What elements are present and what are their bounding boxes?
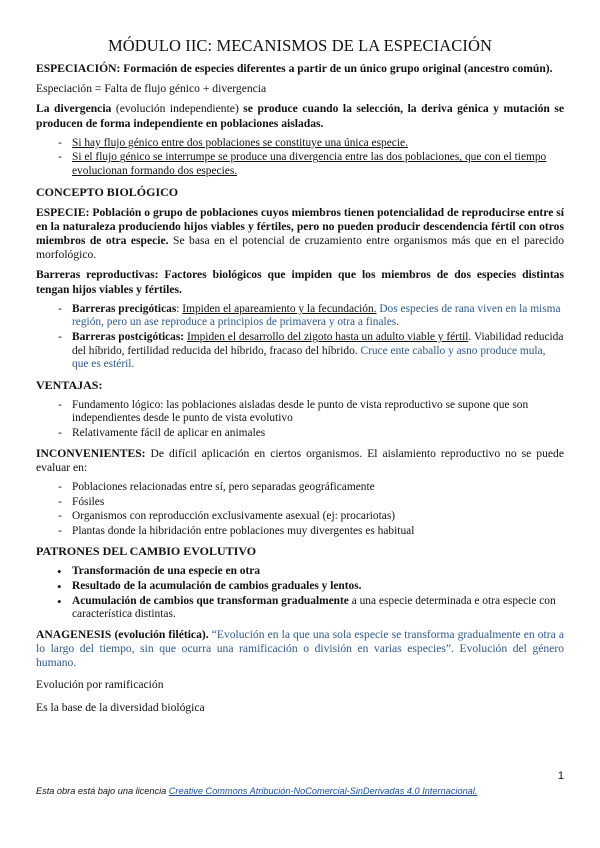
barreras-definition xyxy=(36,268,564,296)
anagenesis-term: ANAGENESIS (evolución filética). xyxy=(36,627,209,641)
barreras-definition-bold: Barreras reproductivas: Factores biológicos que impiden que los miembros de dos especies distintas tengan hijos viables y fértiles. xyxy=(36,268,564,296)
section-heading-concepto: CONCEPTO BIOLÓGICO xyxy=(36,184,179,199)
especie-definition xyxy=(36,206,564,263)
patron-detail: a una especie determinada e otra especie con característica distintas. xyxy=(72,594,556,621)
especiacion-definition-text: Formación de especies diferentes a partir de un único grupo original (ancestro común). xyxy=(120,62,553,75)
especie-definition-bold: ESPECIE: Población o grupo de poblaciones cuyos miembros tienen potencialidad de reproducirse entre sí en la naturaleza produciendo hijos viables y fértiles, pero no pueden producir descendencia fértil con otros miembros de otra especie. xyxy=(36,205,564,247)
license-prefix: Esta obra está bajo una licencia xyxy=(36,786,169,796)
especie-definition-note: Se basa en el potencial de cruzamiento entre organismos más que en el parecido morfológico. xyxy=(36,234,564,262)
page-title: MÓDULO IIC: MECANISMOS DE LA ESPECIACIÓN xyxy=(108,36,492,55)
barrera-description: Impiden el desarrollo del zigoto hasta un adulto viable y fértil xyxy=(186,331,469,343)
barrera-label: Barreras precigóticas xyxy=(72,302,177,315)
patron-text: Resultado de la acumulación de cambios graduales y lentos. xyxy=(72,579,362,592)
barrera-description: Impiden el apareamiento y la fecundación. xyxy=(182,302,377,315)
page-number: 1 xyxy=(557,770,564,782)
especiacion-formula: Especiación = Falta de flujo génico + divergencia xyxy=(36,82,267,96)
license-link[interactable]: Creative Commons Atribución-NoComercial-SinDerivadas 4.0 Internacional. xyxy=(168,786,478,796)
barrera-detail: . Viabilidad reducida del híbrido, fertilidad reducida del híbrido, fracaso del híbrido. xyxy=(72,331,564,357)
divergencia-note: (evolución independiente) xyxy=(111,102,244,116)
license-footer xyxy=(36,786,477,796)
list-item: - Relativamente fácil de aplicar en animales xyxy=(36,427,564,441)
patron-text: Transformación de una especie en otra xyxy=(72,565,261,578)
list-item xyxy=(36,331,564,372)
section-heading-inconvenientes: INCONVENIENTES: xyxy=(36,446,146,460)
list-item: - Poblaciones relacionadas entre sí, pero separadas geográficamente xyxy=(36,481,564,495)
list-item xyxy=(36,303,564,330)
document-page xyxy=(36,36,564,721)
list-item xyxy=(36,595,564,622)
ventajas-list xyxy=(36,399,564,441)
list-item: - Si el flujo génico se interrumpe se produce una divergencia entre las dos poblaciones, que con el tiempo evolucionan formando dos especies. xyxy=(36,151,564,178)
diversidad-line: Es la base de la diversidad biológica xyxy=(36,700,205,714)
list-item: - Fósiles xyxy=(36,496,564,510)
list-item: - Plantas donde la hibridación entre poblaciones muy divergentes es habitual xyxy=(36,525,564,539)
list-item: - Organismos con reproducción exclusivamente asexual (ej: procariotas) xyxy=(36,510,564,524)
separator: : xyxy=(176,302,183,315)
list-item xyxy=(36,565,564,579)
list-item: - Si hay flujo génico entre dos poblaciones se constituye una única especie. xyxy=(36,137,564,151)
patron-text: Acumulación de cambios que transforman gradualmente xyxy=(72,594,349,607)
barreras-list xyxy=(36,303,564,372)
anagenesis-quote: “Evolución en la que una sola especie se transforma gradualmente en otra a lo largo del tiempo, sin que ocurra una ramificación o división en varias especies”. Evolución del género humano. xyxy=(36,627,565,670)
section-heading-ventajas: VENTAJAS: xyxy=(36,377,103,392)
inconvenientes-text: De difícil aplicación en ciertos organismos. El aislamiento reproductivo no se puede evaluar en: xyxy=(36,446,564,474)
divergencia-term: La divergencia xyxy=(36,102,112,116)
inconvenientes-list xyxy=(36,481,564,538)
list-item xyxy=(36,580,564,594)
divergencia-definition: se produce cuando la selección, la deriva génica y mutación se producen de forma independiente en poblaciones aisladas. xyxy=(36,102,564,130)
section-heading-patrones: PATRONES DEL CAMBIO EVOLUTIVO xyxy=(36,544,257,559)
patrones-list xyxy=(36,565,564,621)
barrera-example: Dos especies de rana viven en la misma región, pero un ase reproduce a principios de primavera y otra a finales. xyxy=(72,302,561,329)
list-item: - Fundamento lógico: las poblaciones aisladas desde le punto de vista reproductivo se supone que son independientes desde le punto de vista evolutivo xyxy=(36,399,564,426)
especiacion-term: ESPECIACIÓN: xyxy=(36,62,121,75)
ramificacion-line: Evolución por ramificación xyxy=(36,678,164,692)
especiacion-definition xyxy=(36,62,564,76)
inconvenientes-paragraph xyxy=(36,447,564,475)
barrera-label: Barreras postcigóticas: xyxy=(72,331,185,343)
barrera-example: Cruce ente caballo y asno produce mula, que es estéril. xyxy=(72,344,546,371)
divergencia-list xyxy=(36,137,564,179)
anagenesis-paragraph xyxy=(36,628,564,671)
divergencia-paragraph xyxy=(36,102,564,130)
